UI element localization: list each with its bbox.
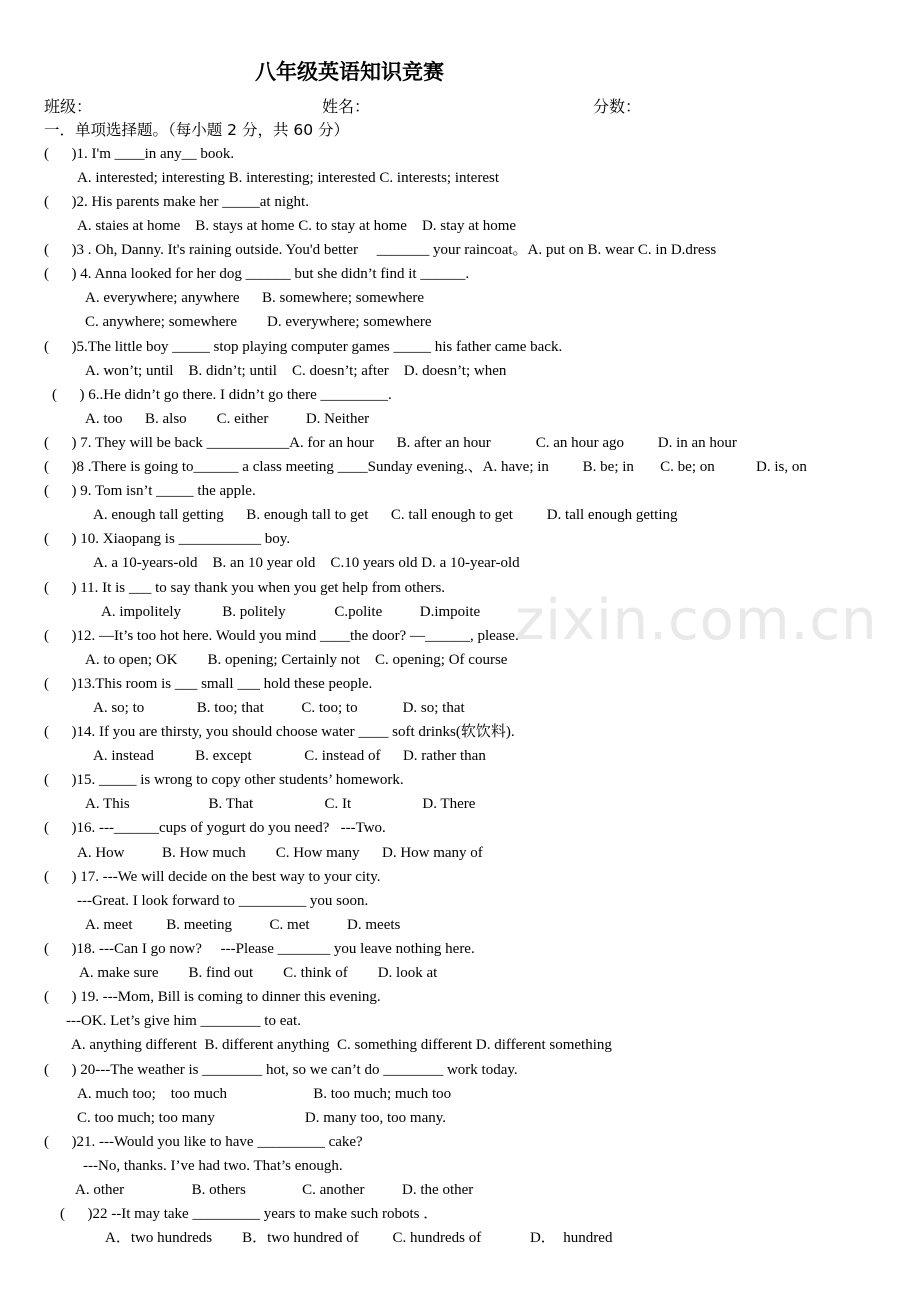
- class-label: 班级：: [44, 97, 93, 116]
- name-label: 姓名：: [322, 97, 371, 116]
- options-line: A. instead B. except C. instead of D. rather than: [93, 748, 486, 764]
- options-line: A. impolitely B. politely C.polite D.impoite: [101, 604, 481, 620]
- options-line: A. enough tall getting B. enough tall to get C. tall enough to get D. tall enough getting: [93, 507, 678, 523]
- question-line: ( )8 .There is going to______ a class meeting ____Sunday evening.、A. have; in B. be; in C. be; on D. is, on: [44, 459, 807, 475]
- options-line: A. won’t; until B. didn’t; until C. doesn’t; after D. doesn’t; when: [85, 363, 507, 379]
- question-line: ( ) 20---The weather is ________ hot, so we can’t do ________ work today.: [44, 1062, 518, 1078]
- question-line: ( ) 4. Anna looked for her dog ______ but she didn’t find it ______.: [44, 266, 470, 282]
- question-line: ( ) 6..He didn’t go there. I didn’t go there _________.: [52, 387, 392, 403]
- options-line: A. meet B. meeting C. met D. meets: [85, 917, 401, 933]
- options-line: A. so; to B. too; that C. too; to D. so; that: [93, 700, 465, 716]
- section-heading: 一．单项选择题。（每小题 2 分，共 60 分）: [44, 121, 350, 139]
- options-line: A. a 10-years-old B. an 10 year old C.10 years old D. a 10-year-old: [93, 555, 520, 571]
- question-line: ( ) 19. ---Mom, Bill is coming to dinner this evening.: [44, 989, 381, 1005]
- question-line: ( )16. ---______cups of yogurt do you need? ---Two.: [44, 820, 386, 836]
- options-line: A．two hundreds B．two hundred of C. hundreds of D． hundred: [105, 1230, 613, 1246]
- options-line: C. anywhere; somewhere D. everywhere; somewhere: [85, 314, 432, 330]
- question-line: ( )2. His parents make her _____at night.: [44, 194, 309, 210]
- page-title: 八年级英语知识竞赛: [255, 60, 444, 84]
- options-line: A. too B. also C. either D. Neither: [85, 411, 370, 427]
- options-line: A. This B. That C. It D. There: [85, 796, 476, 812]
- question-line: ( ) 10. Xiaopang is ___________ boy.: [44, 531, 291, 547]
- question-line: ( )15. _____ is wrong to copy other students’ homework.: [44, 772, 404, 788]
- question-line: ( )18. ---Can I go now? ---Please _______ you leave nothing here.: [44, 941, 475, 957]
- question-line: ( )13.This room is ___ small ___ hold these people.: [44, 676, 373, 692]
- options-line: A. interested; interesting B. interesting; interested C. interests; interest: [77, 170, 499, 186]
- options-line: A. staies at home B. stays at home C. to stay at home D. stay at home: [77, 218, 517, 234]
- question-line: ( ) 9. Tom isn’t _____ the apple.: [44, 483, 256, 499]
- question-line: ( )14. If you are thirsty, you should choose water ____ soft drinks(软饮料).: [44, 724, 515, 740]
- dialogue-line: ---OK. Let’s give him ________ to eat.: [66, 1013, 301, 1029]
- options-line: A. to open; OK B. opening; Certainly not C. opening; Of course: [85, 652, 508, 668]
- question-line: ( )1. I'm ____in any__ book.: [44, 146, 235, 162]
- question-line: ( )3 . Oh, Danny. It's raining outside. You'd better _______ your raincoat。A. put on B. wear C. in D.dress: [44, 242, 717, 258]
- question-line: ( ) 17. ---We will decide on the best way to your city.: [44, 869, 381, 885]
- watermark: zixin.com.cn: [515, 588, 878, 653]
- options-line: A. other B. others C. another D. the other: [75, 1182, 474, 1198]
- dialogue-line: ---Great. I look forward to _________ you soon.: [77, 893, 369, 909]
- options-line: A. much too; too much B. too much; much too: [77, 1086, 452, 1102]
- question-line: ( ) 11. It is ___ to say thank you when you get help from others.: [44, 580, 446, 596]
- options-line: A. How B. How much C. How many D. How many of: [77, 845, 483, 861]
- options-line: A. make sure B. find out C. think of D. look at: [79, 965, 438, 981]
- dialogue-line: ---No, thanks. I’ve had two. That’s enough.: [83, 1158, 343, 1174]
- options-line: A. everywhere; anywhere B. somewhere; somewhere: [85, 290, 425, 306]
- question-line: ( )5.The little boy _____ stop playing computer games _____ his father came back.: [44, 339, 563, 355]
- question-line: ( )12. —It’s too hot here. Would you mind ____the door? —______, please.: [44, 628, 519, 644]
- options-line: A. anything different B. different anything C. something different D. different something: [71, 1037, 612, 1053]
- question-line: ( )22 --It may take _________ years to make such robots ．: [60, 1206, 439, 1222]
- question-line: ( )21. ---Would you like to have _________ cake?: [44, 1134, 363, 1150]
- question-line: ( ) 7. They will be back ___________A. for an hour B. after an hour C. an hour ago D. in an hour: [44, 435, 737, 451]
- score-label: 分数：: [593, 97, 642, 116]
- options-line: C. too much; too many D. many too, too many.: [77, 1110, 447, 1126]
